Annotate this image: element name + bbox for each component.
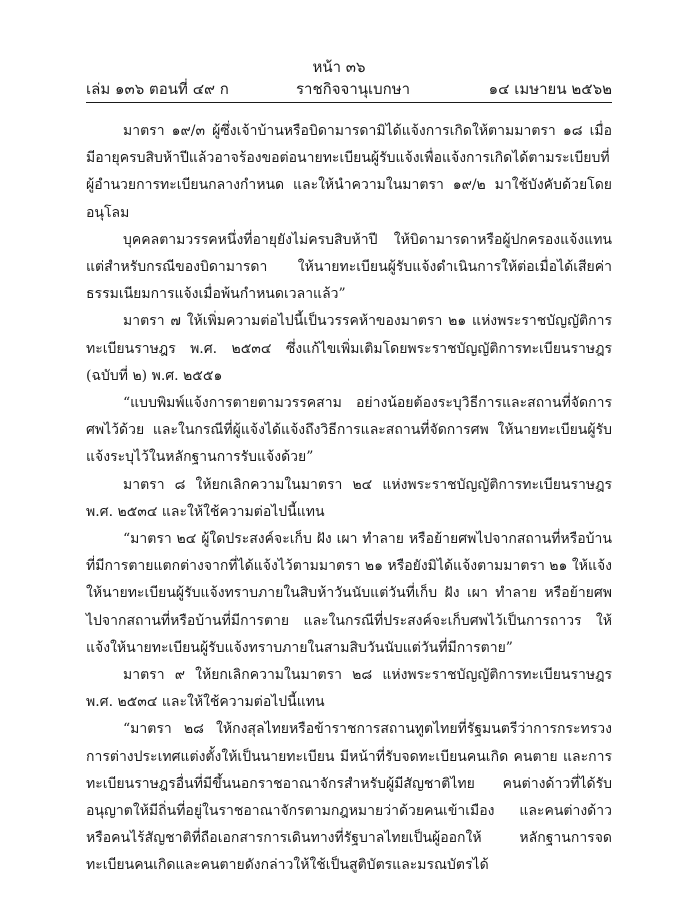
paragraph-section-7: มาตรา ๗ ให้เพิ่มความต่อไปนี้เป็นวรรคห้าของมาตรา ๒๑ แห่งพระราชบัญญัติการทะเบียนราษฎร พ.ศ. ๒๕๓๔ ซึ่งแก้ไขเพิ่มเติมโดยพระราชบัญญัติการทะเบียนราษฎร (ฉบับที่ ๒) พ.ศ. ๒๕๕๑ [86,313,612,384]
publication-date: ๑๔ เมษายน ๒๕๖๒ [488,80,612,98]
paragraph-section-21-amendment: “แบบพิมพ์แจ้งการตายตามวรรคสาม อย่างน้อยต้องระบุวิธีการและสถานที่จัดการศพไว้ด้วย และในกรณีที่ผู้แจ้งได้แจ้งถึงวิธีการและสถานที่จัดการศพ ให้นายทะเบียนผู้รับแจ้งระบุไว้ในหลักฐานการรับแจ้งด้วย” [86,395,612,466]
volume-issue: เล่ม ๑๓๖ ตอนที่ ๔๙ ก [86,80,229,98]
paragraph-section-9: มาตรา ๙ ให้ยกเลิกความในมาตรา ๒๘ แห่งพระราชบัญญัติการทะเบียนราษฎร พ.ศ. ๒๕๓๔ และให้ใช้ความต่อไปนี้แทน [86,667,612,711]
paragraph-section-19-3-second: บุคคลตามวรรคหนึ่งที่อายุยังไม่ครบสิบห้าปี ให้บิดามารดาหรือผู้ปกครองแจ้งแทน แต่สำหรับกรณีของบิดามารดา ให้นายทะเบียนผู้รับแจ้งดำเนินการให้ต่อเมื่อได้เสียค่าธรรมเนียมการแจ้งเมื่อพ้นกำหนดเวลาแล้ว” [86,231,612,303]
page-number: หน้า ๓๖ [312,58,366,76]
gazette-header [86,80,612,100]
paragraph-section-28: “มาตรา ๒๘ ให้กงสุลไทยหรือข้าราชการสถานทูตไทยที่รัฐมนตรีว่าการกระทรวงการต่างประเทศแต่งตั้งให้เป็นนายทะเบียน มีหน้าที่รับจดทะเบียนคนเกิด คนตาย และการทะเบียนราษฎรอื่นที่มีขึ้นนอกราชอาณาจักรสำหรับผู้มีสัญชาติไทย คนต่างด้าวที่ได้รับอนุญาตให้มีถิ่นที่อยู่ในราชอาณาจักรตามกฎหมายว่าด้วยคนเข้าเมือง และคนต่างด้าวหรือคนไร้สัญชาติที่ถือเอกสารการเดินทางที่รัฐบาลไทยเป็นผู้ออกให้ หลักฐานการจดทะเบียนคนเกิดและคนตายดังกล่าวให้ใช้เป็นสูติบัตรและมรณบัตรได้ [86,721,612,874]
publication-name: ราชกิจจานุเบกษา [296,80,411,98]
document-body [86,118,612,880]
paragraph-section-19-3: มาตรา ๑๙/๓ ผู้ซึ่งเจ้าบ้านหรือบิดามารดามิได้แจ้งการเกิดให้ตามมาตรา ๑๘ เมื่อมีอายุครบสิบห้าปีแล้วอาจร้องขอต่อนายทะเบียนผู้รับแจ้งเพื่อแจ้งการเกิดได้ตามระเบียบที่ผู้อำนวยการทะเบียนกลางกำหนด และให้นำความในมาตรา ๑๙/๒ มาใช้บังคับด้วยโดยอนุโลม [86,123,612,221]
paragraph-section-8: มาตรา ๘ ให้ยกเลิกความในมาตรา ๒๔ แห่งพระราชบัญญัติการทะเบียนราษฎร พ.ศ. ๒๕๓๔ และให้ใช้ความต่อไปนี้แทน [86,476,612,520]
paragraph-section-24: “มาตรา ๒๔ ผู้ใดประสงค์จะเก็บ ฝัง เผา ทำลาย หรือย้ายศพไปจากสถานที่หรือบ้านที่มีการตายแตกต่างจากที่ได้แจ้งไว้ตามมาตรา ๒๑ หรือยังมิได้แจ้งตามมาตรา ๒๑ ให้แจ้งให้นายทะเบียนผู้รับแจ้งทราบภายในสิบห้าวันนับแต่วันที่เก็บ ฝัง เผา ทำลาย หรือย้ายศพไปจากสถานที่หรือบ้านที่มีการตาย และในกรณีที่ประสงค์จะเก็บศพไว้เป็นการถาวร ให้แจ้งให้นายทะเบียนผู้รับแจ้งทราบภายในสามสิบวันนับแต่วันที่มีการตาย” [86,531,612,656]
header-rule [86,102,612,103]
